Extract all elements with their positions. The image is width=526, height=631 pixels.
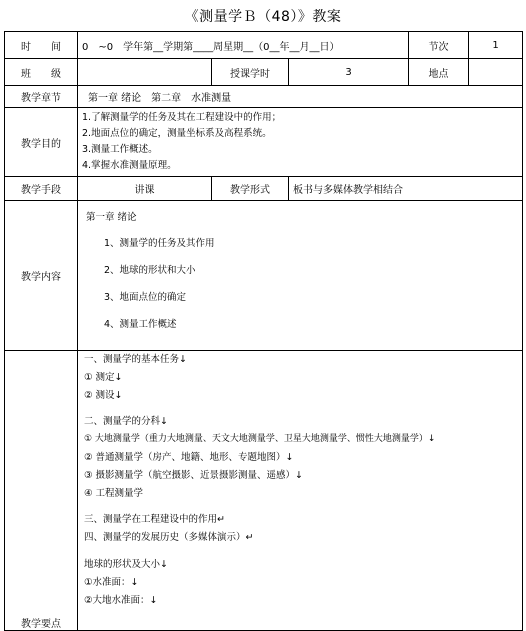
- time-label: 时 间: [5, 32, 78, 59]
- keypoint-line: ② 普通测量学（房产、地籍、地形、专题地图）↓: [84, 451, 294, 463]
- keypoints-body: [78, 351, 523, 631]
- chapter-row: [5, 86, 523, 108]
- class-period-label: 节次: [409, 32, 469, 59]
- keypoint-line: ① 大地测量学（重力大地测量、天文大地测量学、卫星大地测量学、惯性大地测量学）↓: [84, 434, 436, 445]
- time-value: 0 ~0 学年第__学期第____周星期__（0__年__月__日）: [78, 32, 409, 59]
- keypoint-line: 一、测量学的基本任务↓: [84, 354, 187, 365]
- time-row: [5, 32, 523, 59]
- keypoint-line: 四、测量学的发展历史（多媒体演示）↵: [84, 532, 254, 544]
- objective-item: 4.掌握水准测量原理。: [82, 160, 177, 171]
- keypoint-line: ② 测设↓: [84, 389, 123, 401]
- keypoint-line: ① 测定↓: [84, 371, 123, 383]
- location-label: 地点: [409, 59, 469, 86]
- objective-item: 2.地面点位的确定，测量坐标系及高程系统。: [82, 128, 272, 139]
- teaching-hours-value: 3: [289, 59, 409, 86]
- content-body: [78, 201, 523, 351]
- keypoint-line: ②大地水准面：↓: [84, 594, 158, 606]
- document-title: 《测量学Ｂ（48）》教案: [184, 9, 342, 25]
- keypoint-line: ①水准面：↓: [84, 576, 139, 588]
- objectives-label: 教学目的: [5, 108, 78, 177]
- content-item: 2、地球的形状和大小: [104, 265, 196, 276]
- objective-item: 3.测量工作概述。: [82, 144, 158, 155]
- content-heading: 第一章 绪论: [86, 212, 137, 223]
- class-group-value: [78, 59, 212, 86]
- means-value: 讲课: [78, 177, 212, 201]
- keypoint-line: 三、测量学在工程建设中的作用↵: [84, 514, 225, 526]
- content-item: 3、地面点位的确定: [104, 292, 187, 303]
- lesson-plan-table: [4, 31, 523, 631]
- objectives-row: [5, 108, 523, 177]
- keypoints-row: [5, 351, 523, 631]
- content-row: [5, 201, 523, 351]
- keypoint-line: ④ 工程测量学: [84, 487, 144, 499]
- class-row: [5, 59, 523, 86]
- keypoint-line: 地球的形状及大小↓: [84, 558, 168, 570]
- teaching-form-label: 教学形式: [212, 177, 289, 201]
- chapter-value: 第一章 绪论 第二章 水准测量: [78, 86, 523, 108]
- content-item: 4、测量工作概述: [104, 319, 177, 330]
- chapter-label: 教学章节: [5, 86, 78, 108]
- keypoints-label: 教学要点: [5, 351, 78, 631]
- means-label: 教学手段: [5, 177, 78, 201]
- location-value: [469, 59, 523, 86]
- content-label: 教学内容: [5, 201, 78, 351]
- class-group-label: 班 级: [5, 59, 78, 86]
- means-row: [5, 177, 523, 201]
- keypoint-line: ③ 摄影测量学（航空摄影、近景摄影测量、遥感）↓: [84, 469, 303, 481]
- teaching-form-value: 板书与多媒体教学相结合: [289, 177, 523, 201]
- objective-item: 1.了解测量学的任务及其在工程建设中的作用；: [82, 112, 282, 123]
- class-period-value: 1: [469, 32, 523, 59]
- keypoint-line: 二、测量学的分科↓: [84, 416, 168, 428]
- objectives-list: [78, 108, 523, 177]
- teaching-hours-label: 授课学时: [212, 59, 289, 86]
- content-item: 1、测量学的任务及其作用: [104, 238, 215, 249]
